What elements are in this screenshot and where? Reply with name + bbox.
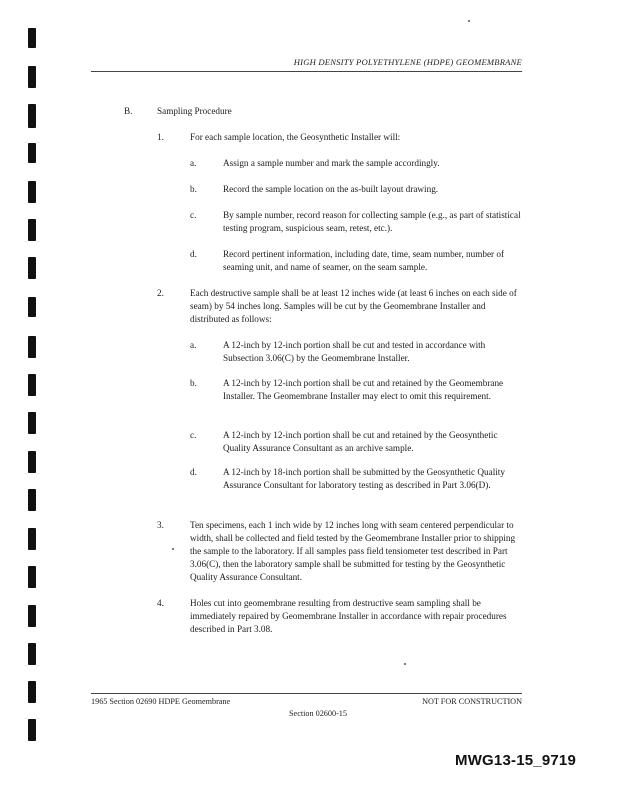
subitem-letter: d. [190, 249, 197, 259]
binder-mark [28, 104, 36, 128]
binder-mark [28, 66, 36, 88]
binder-mark [28, 143, 36, 163]
binder-mark [28, 219, 36, 241]
footer-page-number: Section 02600-15 [289, 709, 347, 718]
subitem-letter: b. [190, 378, 197, 388]
item-text: Each destructive sample shall be at least 12 inches wide (at least 6 inches on each side of seam) by 54 inches long. Samples will be cut by the Geomembrane Installer and distributed as follows: [190, 288, 517, 324]
binder-mark [28, 643, 36, 665]
scan-speck [172, 548, 174, 550]
item-number: 3. [157, 520, 164, 530]
subitem-text: Assign a sample number and mark the sample accordingly. [223, 158, 440, 168]
binder-mark [28, 489, 36, 511]
item-text: For each sample location, the Geosynthetic Installer will: [190, 132, 401, 142]
item-number: 2. [157, 288, 164, 298]
binder-mark [28, 451, 36, 473]
binder-mark [28, 257, 36, 279]
binder-mark [28, 412, 36, 434]
subitem-letter: d. [190, 467, 197, 477]
subitem-letter: c. [190, 430, 197, 440]
section-title: Sampling Procedure [157, 106, 232, 116]
subitem-text: A 12-inch by 12-inch portion shall be cut and retained by the Geosynthetic Quality Assurance Consultant as an archive sample. [223, 430, 498, 453]
item-number: 1. [157, 132, 164, 142]
subitem-text: A 12-inch by 12-inch portion shall be cut and tested in accordance with Subsection 3.06(C) by the Geomembrane Installer. [223, 340, 486, 363]
subitem-letter: b. [190, 184, 197, 194]
item-text: Holes cut into geomembrane resulting from destructive seam sampling shall be immediately repaired by Geomembrane Installer in accordance with repair procedures described in Part 3.08. [190, 598, 507, 634]
section-label: B. [124, 106, 133, 116]
binder-mark [28, 528, 36, 550]
binder-mark [28, 181, 36, 203]
item-number: 4. [157, 598, 164, 608]
item-text: Ten specimens, each 1 inch wide by 12 inches long with seam centered perpendicular to width, shall be collected and field tested by the Geomembrane Installer prior to shipping the sample to the laboratory. If all samples pass field tensiometer test described in Part 3.06(C), then the laboratory sample shall be submitted for testing by the Geosynthetic Quality Assurance Consultant. [190, 520, 516, 582]
subitem-letter: a. [190, 158, 197, 168]
binder-mark [28, 566, 36, 588]
footer-left: 1965 Section 02690 HDPE Geomembrane [91, 697, 231, 706]
binder-mark [28, 681, 36, 703]
subitem-letter: a. [190, 340, 197, 350]
binder-mark [28, 605, 36, 627]
subitem-text: Record pertinent information, including date, time, seam number, number of seaming unit, and name of seamer, on the seam sample. [223, 249, 505, 272]
binder-mark [28, 28, 36, 48]
subitem-letter: c. [190, 210, 197, 220]
subitem-text: A 12-inch by 12-inch portion shall be cut and retained by the Geomembrane Installer. The Geomembrane Installer may elect to omit this requirement. [223, 378, 504, 401]
binder-mark [28, 336, 36, 358]
scan-speck [468, 20, 470, 22]
subitem-text: A 12-inch by 18-inch portion shall be submitted by the Geosynthetic Quality Assurance Consultant for laboratory testing as described in Part 3.06(D). [223, 467, 505, 490]
header-title: HIGH DENSITY POLYETHYLENE (HDPE) GEOMEMBRANE [293, 57, 522, 67]
subitem-text: Record the sample location on the as-built layout drawing. [223, 184, 439, 194]
subitem-text: By sample number, record reason for collecting sample (e.g., as part of statistical testing program, suspicious seam, retest, etc.). [223, 210, 521, 233]
document-stamp: MWG13-15_9719 [455, 752, 576, 769]
binder-mark [28, 719, 36, 741]
page-header [91, 55, 522, 72]
footer-right: NOT FOR CONSTRUCTION [422, 697, 522, 706]
binder-mark [28, 297, 36, 317]
footer-rule [91, 693, 522, 694]
binder-mark [28, 374, 36, 396]
scan-speck [404, 663, 406, 665]
